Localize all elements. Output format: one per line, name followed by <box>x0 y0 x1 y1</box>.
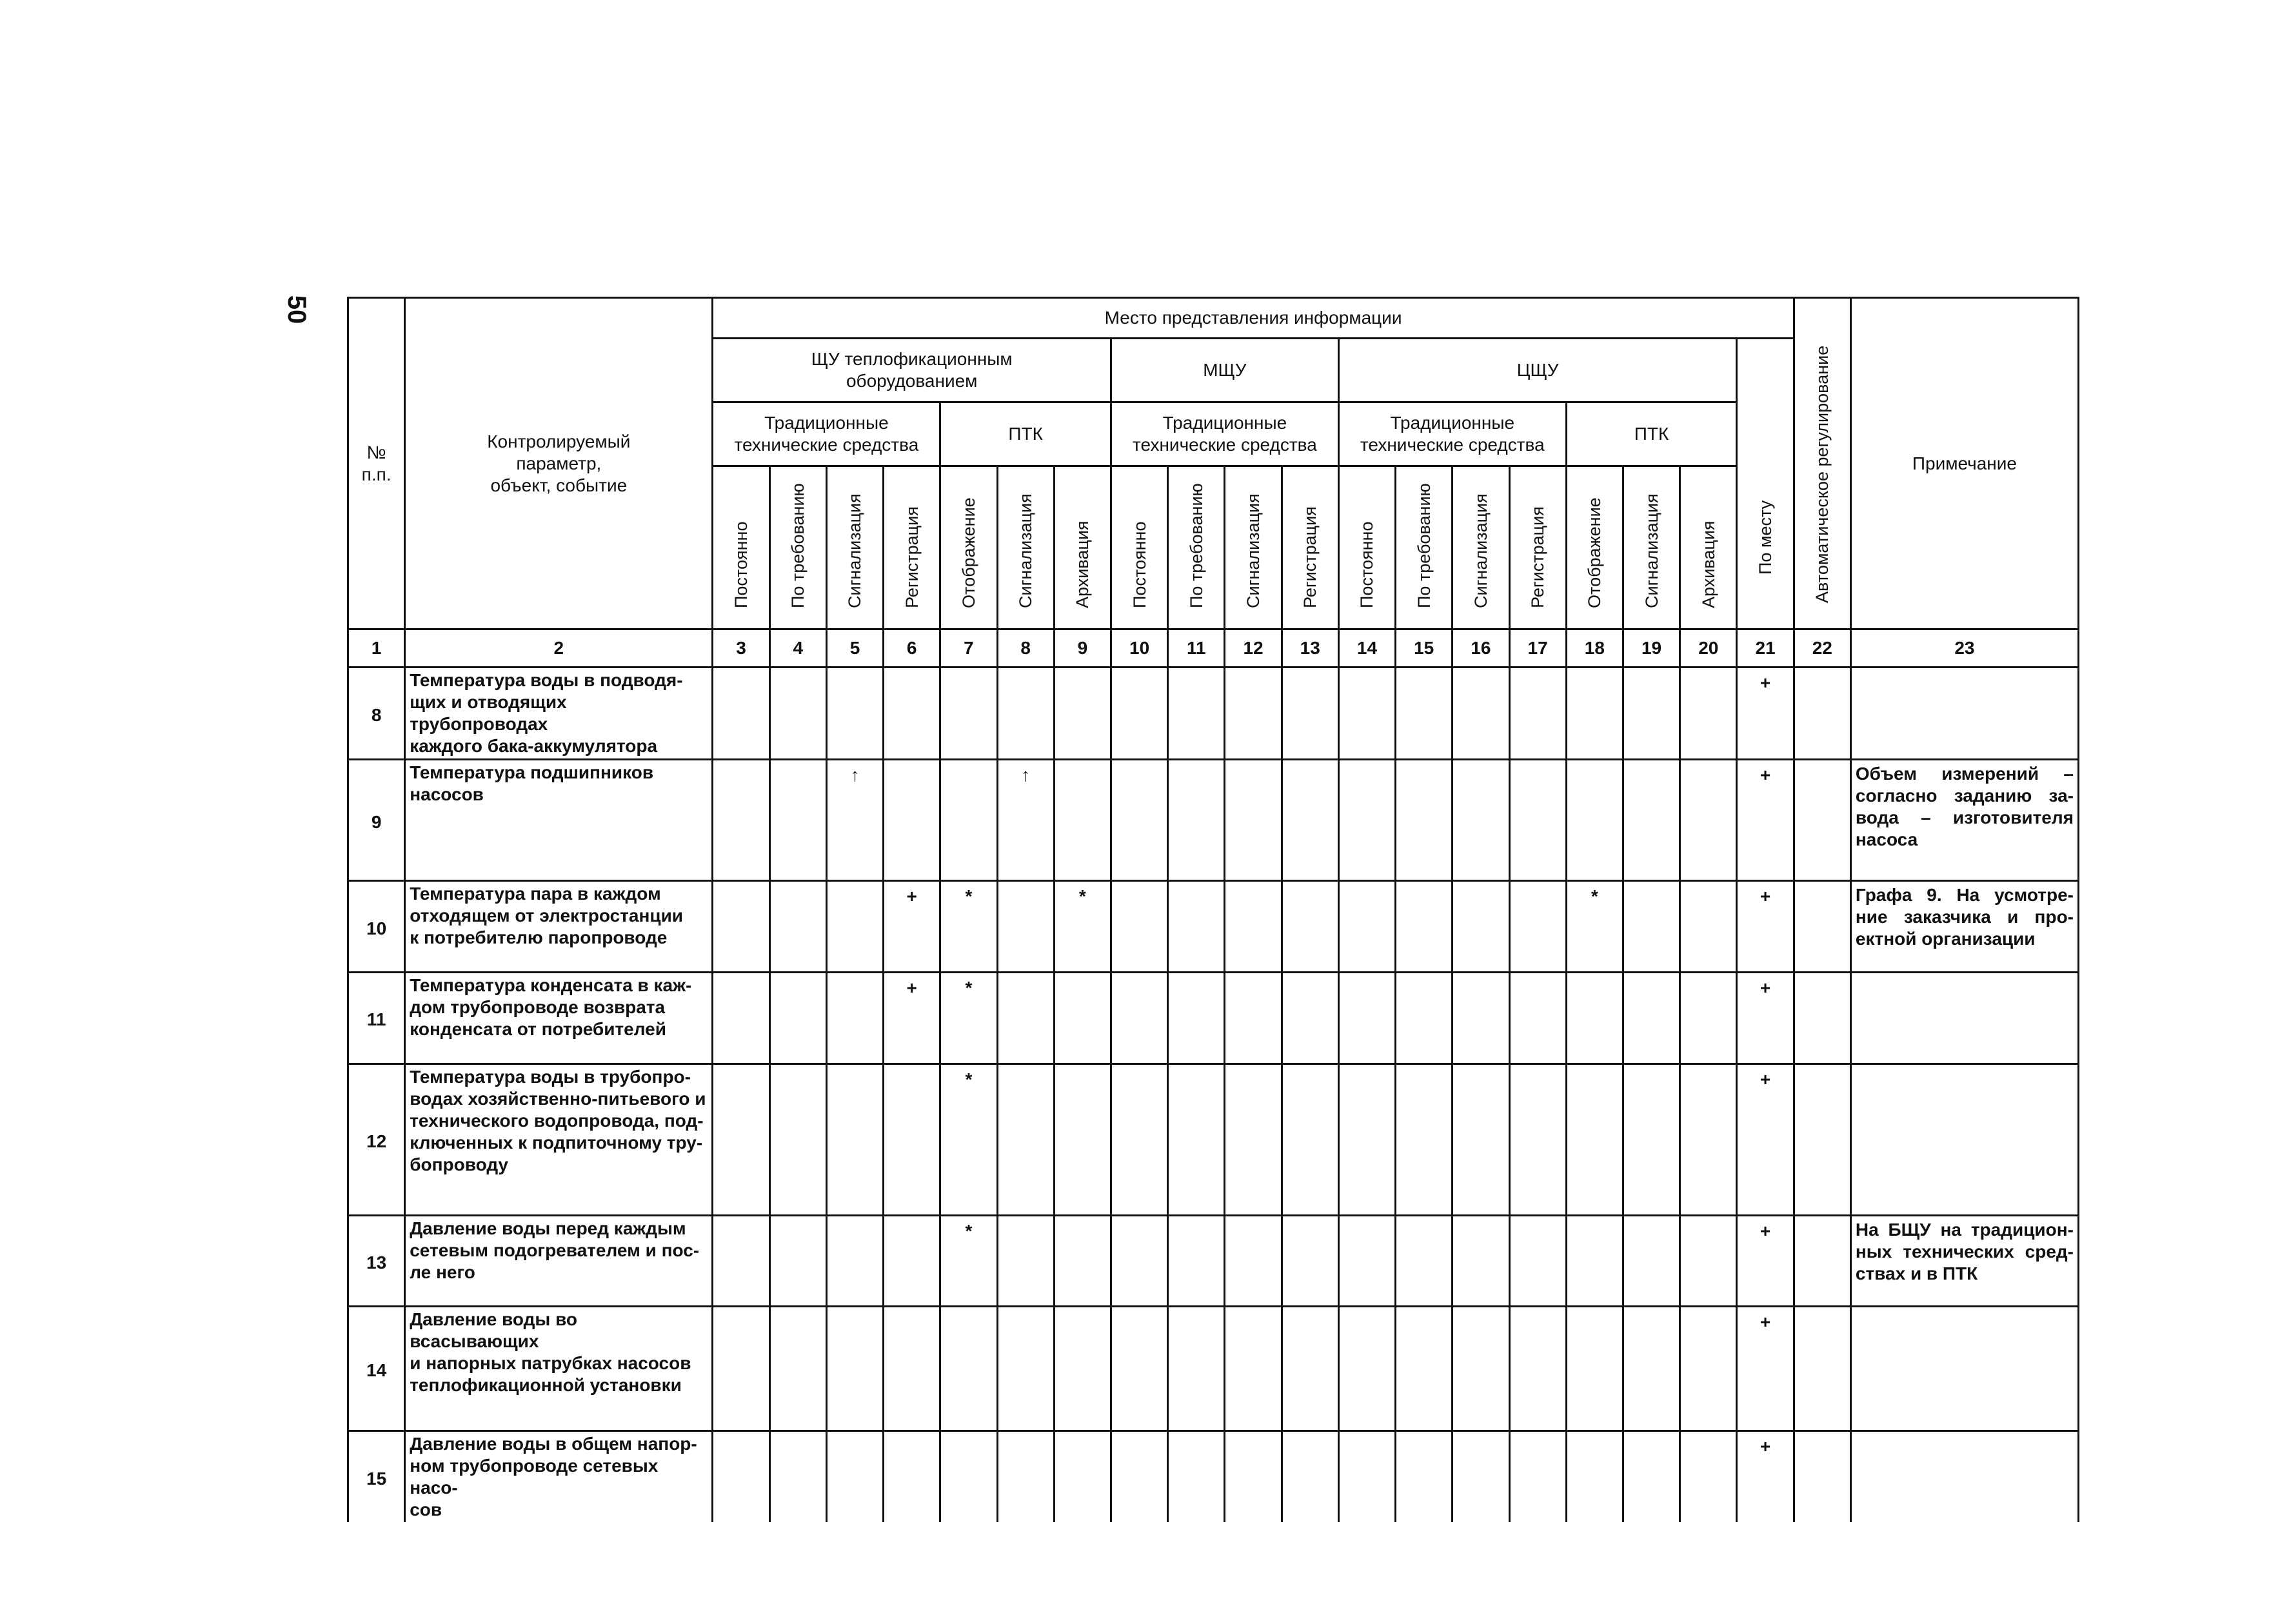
header-note: Примечание <box>1850 298 2078 629</box>
row-note <box>1850 972 2078 1064</box>
row-cell-c13 <box>1282 881 1338 973</box>
row-cell-c10 <box>1111 972 1167 1064</box>
column-number-2: 2 <box>405 629 713 668</box>
row-cell-c16 <box>1452 1215 1509 1307</box>
header-c20: Архивация <box>1680 466 1737 629</box>
row-note <box>1850 668 2078 760</box>
row-cell-c8 <box>997 668 1054 760</box>
column-number-20: 20 <box>1680 629 1737 668</box>
row-cell-c22 <box>1794 668 1850 760</box>
header-c15: По требованию <box>1396 466 1452 629</box>
row-cell-c8 <box>997 1064 1054 1215</box>
row-cell-c5 <box>826 668 883 760</box>
table-row <box>348 881 2079 973</box>
row-parameter: Температура воды в подводя- щих и отводящих трубопроводах каждого бака-аккумулятора <box>405 668 713 760</box>
header-tsshchu-traditional: Традиционные технические средства <box>1338 402 1566 466</box>
row-cell-c16 <box>1452 759 1509 880</box>
row-cell-c16 <box>1452 1431 1509 1522</box>
row-cell-c7 <box>940 668 997 760</box>
row-cell-c5 <box>826 1064 883 1215</box>
header-info-place: Место представления информации <box>713 298 1794 339</box>
header-c14: Постоянно <box>1338 466 1395 629</box>
row-cell-c13 <box>1282 1064 1338 1215</box>
row-cell-c16 <box>1452 1307 1509 1431</box>
header-c21: По месту <box>1737 338 1794 629</box>
row-cell-c10 <box>1111 1064 1167 1215</box>
row-cell-c11 <box>1168 1431 1225 1522</box>
header-c16: Сигнализация <box>1452 466 1509 629</box>
header-c8: Сигнализация <box>997 466 1054 629</box>
row-cell-c18 <box>1566 1215 1623 1307</box>
row-cell-c20 <box>1680 668 1737 760</box>
column-number-23: 23 <box>1850 629 2078 668</box>
row-cell-c8 <box>997 1307 1054 1431</box>
row-cell-c19 <box>1623 668 1680 760</box>
row-cell-c11 <box>1168 972 1225 1064</box>
row-cell-c4 <box>769 1215 826 1307</box>
row-cell-c11 <box>1168 759 1225 880</box>
row-cell-c13 <box>1282 668 1338 760</box>
row-cell-c6 <box>884 668 940 760</box>
row-cell-c14 <box>1338 1215 1395 1307</box>
row-cell-c15 <box>1396 1431 1452 1522</box>
row-cell-c17 <box>1509 668 1566 760</box>
header-param: Контролируемый параметр, объект, событие <box>405 298 713 629</box>
column-number-22: 22 <box>1794 629 1850 668</box>
column-number-4: 4 <box>769 629 826 668</box>
row-cell-c20 <box>1680 1307 1737 1431</box>
row-cell-c18: * <box>1566 881 1623 973</box>
row-cell-c20 <box>1680 759 1737 880</box>
row-cell-c14 <box>1338 1431 1395 1522</box>
row-cell-c5 <box>826 881 883 973</box>
row-cell-c12 <box>1225 972 1282 1064</box>
header-c7: Отображение <box>940 466 997 629</box>
row-cell-c18 <box>1566 668 1623 760</box>
row-cell-c6: + <box>884 881 940 973</box>
row-cell-c5 <box>826 972 883 1064</box>
row-cell-c17 <box>1509 1064 1566 1215</box>
row-cell-c19 <box>1623 759 1680 880</box>
header-c5: Сигнализация <box>826 466 883 629</box>
row-cell-c20 <box>1680 1431 1737 1522</box>
table-row <box>348 759 2079 880</box>
row-number: 15 <box>348 1431 405 1522</box>
row-cell-c10 <box>1111 1215 1167 1307</box>
row-cell-c18 <box>1566 1307 1623 1431</box>
row-cell-c16 <box>1452 881 1509 973</box>
row-cell-c22 <box>1794 972 1850 1064</box>
row-cell-c9 <box>1054 1307 1111 1431</box>
column-number-6: 6 <box>884 629 940 668</box>
row-cell-c7 <box>940 1307 997 1431</box>
row-cell-c12 <box>1225 1307 1282 1431</box>
row-number: 11 <box>348 972 405 1064</box>
row-cell-c11 <box>1168 668 1225 760</box>
row-cell-c4 <box>769 1064 826 1215</box>
row-cell-c15 <box>1396 881 1452 973</box>
row-cell-c3 <box>713 1215 769 1307</box>
row-cell-c12 <box>1225 881 1282 973</box>
row-cell-c22 <box>1794 1215 1850 1307</box>
header-c17: Регистрация <box>1509 466 1566 629</box>
row-cell-c13 <box>1282 759 1338 880</box>
row-parameter: Температура подшипников насосов <box>405 759 713 880</box>
row-cell-c5: ↑ <box>826 759 883 880</box>
row-cell-c11 <box>1168 881 1225 973</box>
header-c18: Отображение <box>1566 466 1623 629</box>
row-cell-c3 <box>713 668 769 760</box>
row-parameter: Давление воды в общем напор- ном трубопроводе сетевых насо- сов <box>405 1431 713 1522</box>
row-cell-c6 <box>884 759 940 880</box>
row-parameter: Давление воды во всасывающих и напорных патрубках насосов теплофикационной установки <box>405 1307 713 1431</box>
row-note: Графа 9. На усмотре-ние заказчика и про-ектной организации <box>1850 881 2078 973</box>
row-cell-c15 <box>1396 972 1452 1064</box>
row-cell-c10 <box>1111 759 1167 880</box>
row-cell-c20 <box>1680 972 1737 1064</box>
row-cell-c5 <box>826 1215 883 1307</box>
column-number-5: 5 <box>826 629 883 668</box>
row-cell-c22 <box>1794 1064 1850 1215</box>
row-cell-c21: + <box>1737 1307 1794 1431</box>
column-number-15: 15 <box>1396 629 1452 668</box>
row-cell-c9 <box>1054 1431 1111 1522</box>
column-number-12: 12 <box>1225 629 1282 668</box>
row-cell-c10 <box>1111 1307 1167 1431</box>
header-c10: Постоянно <box>1111 466 1167 629</box>
row-cell-c14 <box>1338 881 1395 973</box>
row-cell-c22 <box>1794 759 1850 880</box>
row-cell-c9 <box>1054 1064 1111 1215</box>
row-cell-c12 <box>1225 759 1282 880</box>
row-cell-c15 <box>1396 1064 1452 1215</box>
row-cell-c6: + <box>884 972 940 1064</box>
row-cell-c18 <box>1566 1431 1623 1522</box>
row-parameter: Температура пара в каждом отходящем от электростанции к потребителю паропроводе <box>405 881 713 973</box>
row-cell-c3 <box>713 759 769 880</box>
row-cell-c17 <box>1509 1307 1566 1431</box>
row-cell-c6 <box>884 1064 940 1215</box>
row-cell-c9 <box>1054 972 1111 1064</box>
row-cell-c3 <box>713 1307 769 1431</box>
row-cell-c19 <box>1623 881 1680 973</box>
table-row <box>348 972 2079 1064</box>
row-cell-c13 <box>1282 1307 1338 1431</box>
column-number-19: 19 <box>1623 629 1680 668</box>
row-cell-c21: + <box>1737 759 1794 880</box>
header-mshchu-traditional: Традиционные технические средства <box>1111 402 1338 466</box>
row-cell-c4 <box>769 759 826 880</box>
column-number-10: 10 <box>1111 629 1167 668</box>
row-cell-c4 <box>769 972 826 1064</box>
column-number-9: 9 <box>1054 629 1111 668</box>
row-cell-c22 <box>1794 1307 1850 1431</box>
row-cell-c12 <box>1225 668 1282 760</box>
row-cell-c12 <box>1225 1215 1282 1307</box>
row-cell-c4 <box>769 1307 826 1431</box>
row-cell-c19 <box>1623 972 1680 1064</box>
column-number-1: 1 <box>348 629 405 668</box>
row-number: 12 <box>348 1064 405 1215</box>
row-cell-c21: + <box>1737 1064 1794 1215</box>
row-cell-c15 <box>1396 759 1452 880</box>
header-num: № п.п. <box>348 298 405 629</box>
header-tsshchu-ptk: ПТК <box>1566 402 1737 466</box>
row-cell-c21: + <box>1737 881 1794 973</box>
row-cell-c14 <box>1338 668 1395 760</box>
row-cell-c15 <box>1396 1307 1452 1431</box>
row-cell-c18 <box>1566 1064 1623 1215</box>
row-cell-c4 <box>769 881 826 973</box>
row-cell-c12 <box>1225 1431 1282 1522</box>
row-number: 8 <box>348 668 405 760</box>
header-c12: Сигнализация <box>1225 466 1282 629</box>
row-cell-c4 <box>769 668 826 760</box>
row-cell-c11 <box>1168 1215 1225 1307</box>
header-c4: По требованию <box>769 466 826 629</box>
column-number-17: 17 <box>1509 629 1566 668</box>
row-cell-c3 <box>713 1064 769 1215</box>
row-cell-c7: * <box>940 1064 997 1215</box>
column-number-16: 16 <box>1452 629 1509 668</box>
header-tsshchu: ЦЩУ <box>1338 338 1737 402</box>
row-cell-c20 <box>1680 881 1737 973</box>
row-cell-c17 <box>1509 881 1566 973</box>
row-cell-c21: + <box>1737 668 1794 760</box>
row-cell-c8 <box>997 1215 1054 1307</box>
row-cell-c18 <box>1566 972 1623 1064</box>
row-cell-c8: ↑ <box>997 759 1054 880</box>
row-cell-c8 <box>997 972 1054 1064</box>
row-number: 13 <box>348 1215 405 1307</box>
row-cell-c20 <box>1680 1064 1737 1215</box>
row-cell-c17 <box>1509 972 1566 1064</box>
row-cell-c13 <box>1282 1215 1338 1307</box>
header-c19: Сигнализация <box>1623 466 1680 629</box>
column-number-18: 18 <box>1566 629 1623 668</box>
row-cell-c7: * <box>940 972 997 1064</box>
row-cell-c12 <box>1225 1064 1282 1215</box>
page-number: 50 <box>283 295 311 324</box>
header-mshchu: МЩУ <box>1111 338 1338 402</box>
row-cell-c7: * <box>940 1215 997 1307</box>
row-cell-c20 <box>1680 1215 1737 1307</box>
header-c11: По требованию <box>1168 466 1225 629</box>
row-cell-c9 <box>1054 1215 1111 1307</box>
row-cell-c15 <box>1396 1215 1452 1307</box>
row-cell-c10 <box>1111 881 1167 973</box>
table-row <box>348 1431 2079 1522</box>
header-shchu-traditional: Традиционные технические средства <box>713 402 940 466</box>
row-parameter: Температура конденсата в каж- дом трубопроводе возврата конденсата от потребителей <box>405 972 713 1064</box>
column-number-7: 7 <box>940 629 997 668</box>
header-shchu: ЩУ теплофикационным оборудованием <box>713 338 1111 402</box>
column-number-13: 13 <box>1282 629 1338 668</box>
row-cell-c14 <box>1338 1064 1395 1215</box>
table-row <box>348 1307 2079 1431</box>
row-note: На БЩУ на традицион-ных технических сред-ствах и в ПТК <box>1850 1215 2078 1307</box>
row-cell-c22 <box>1794 881 1850 973</box>
row-cell-c21: + <box>1737 972 1794 1064</box>
row-cell-c18 <box>1566 759 1623 880</box>
row-cell-c21: + <box>1737 1215 1794 1307</box>
row-cell-c14 <box>1338 972 1395 1064</box>
row-cell-c10 <box>1111 668 1167 760</box>
row-cell-c8 <box>997 881 1054 973</box>
column-number-11: 11 <box>1168 629 1225 668</box>
header-c3: Постоянно <box>713 466 769 629</box>
row-note: Объем измерений – согласно заданию за-вода – изготовителя насоса <box>1850 759 2078 880</box>
row-cell-c9: * <box>1054 881 1111 973</box>
row-cell-c17 <box>1509 1431 1566 1522</box>
row-cell-c11 <box>1168 1307 1225 1431</box>
row-cell-c9 <box>1054 668 1111 760</box>
row-cell-c14 <box>1338 1307 1395 1431</box>
row-cell-c3 <box>713 972 769 1064</box>
header-c13: Регистрация <box>1282 466 1338 629</box>
table-row <box>348 1215 2079 1307</box>
header-shchu-ptk: ПТК <box>940 402 1111 466</box>
row-cell-c13 <box>1282 1431 1338 1522</box>
row-cell-c13 <box>1282 972 1338 1064</box>
row-cell-c19 <box>1623 1307 1680 1431</box>
row-cell-c19 <box>1623 1064 1680 1215</box>
row-cell-c14 <box>1338 759 1395 880</box>
table-row <box>348 668 2079 760</box>
row-cell-c6 <box>884 1307 940 1431</box>
row-cell-c19 <box>1623 1431 1680 1522</box>
row-number: 9 <box>348 759 405 880</box>
header-c9: Архивация <box>1054 466 1111 629</box>
row-cell-c11 <box>1168 1064 1225 1215</box>
header-c6: Регистрация <box>884 466 940 629</box>
row-cell-c4 <box>769 1431 826 1522</box>
row-cell-c6 <box>884 1431 940 1522</box>
row-cell-c10 <box>1111 1431 1167 1522</box>
row-cell-c8 <box>997 1431 1054 1522</box>
column-number-3: 3 <box>713 629 769 668</box>
row-cell-c15 <box>1396 668 1452 760</box>
row-cell-c17 <box>1509 1215 1566 1307</box>
row-cell-c5 <box>826 1307 883 1431</box>
row-cell-c3 <box>713 1431 769 1522</box>
row-parameter: Давление воды перед каждым сетевым подогревателем и пос- ле него <box>405 1215 713 1307</box>
column-number-8: 8 <box>997 629 1054 668</box>
column-number-14: 14 <box>1338 629 1395 668</box>
row-note <box>1850 1307 2078 1431</box>
row-number: 14 <box>348 1307 405 1431</box>
column-number-21: 21 <box>1737 629 1794 668</box>
row-cell-c19 <box>1623 1215 1680 1307</box>
info-table <box>347 297 2079 1522</box>
row-number: 10 <box>348 881 405 973</box>
row-cell-c5 <box>826 1431 883 1522</box>
row-cell-c16 <box>1452 972 1509 1064</box>
row-cell-c7 <box>940 1431 997 1522</box>
row-note <box>1850 1431 2078 1522</box>
row-cell-c21: + <box>1737 1431 1794 1522</box>
row-note <box>1850 1064 2078 1215</box>
header-c22: Автоматическое регулирование <box>1794 298 1850 629</box>
row-cell-c3 <box>713 881 769 973</box>
row-parameter: Температура воды в трубопро- водах хозяйственно-питьевого и технического водопровода, под- ключенных к подпиточному тру- бопроводу <box>405 1064 713 1215</box>
row-cell-c16 <box>1452 1064 1509 1215</box>
row-cell-c22 <box>1794 1431 1850 1522</box>
row-cell-c7: * <box>940 881 997 973</box>
table-row <box>348 1064 2079 1215</box>
row-cell-c7 <box>940 759 997 880</box>
row-cell-c6 <box>884 1215 940 1307</box>
row-cell-c9 <box>1054 759 1111 880</box>
row-cell-c17 <box>1509 759 1566 880</box>
row-cell-c16 <box>1452 668 1509 760</box>
